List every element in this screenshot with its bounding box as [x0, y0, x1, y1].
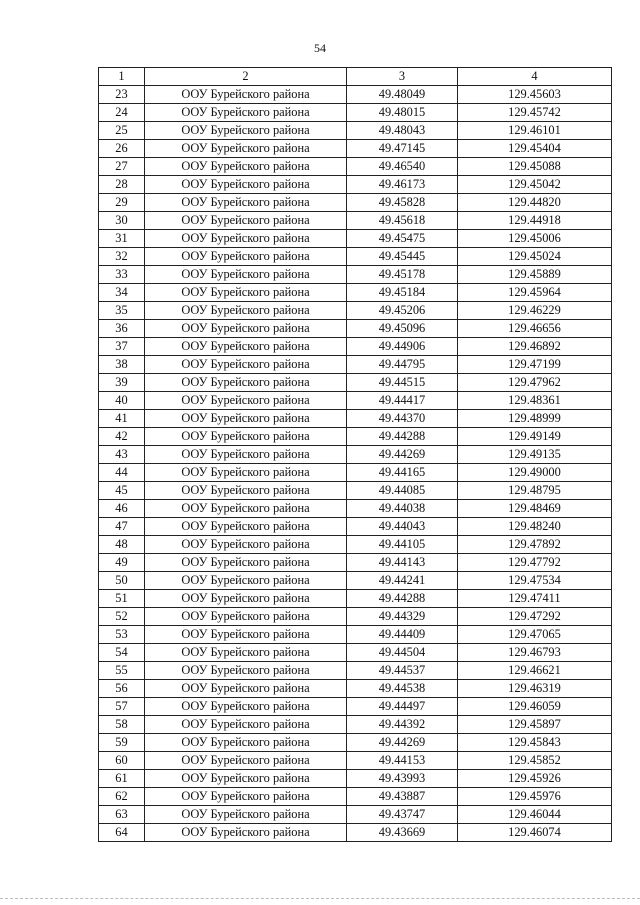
cell-longitude: 129.48999	[458, 410, 612, 428]
cell-owner: ООУ Бурейского района	[145, 374, 347, 392]
cell-number: 55	[99, 662, 145, 680]
cell-longitude: 129.49000	[458, 464, 612, 482]
cell-latitude: 49.43887	[347, 788, 458, 806]
cell-latitude: 49.46540	[347, 158, 458, 176]
cell-owner: ООУ Бурейского района	[145, 518, 347, 536]
table-row	[99, 410, 612, 428]
cell-longitude: 129.45976	[458, 788, 612, 806]
cell-longitude: 129.45843	[458, 734, 612, 752]
table-row	[99, 770, 612, 788]
cell-longitude: 129.47411	[458, 590, 612, 608]
table-row	[99, 698, 612, 716]
cell-longitude: 129.47065	[458, 626, 612, 644]
cell-owner: ООУ Бурейского района	[145, 356, 347, 374]
cell-longitude: 129.45742	[458, 104, 612, 122]
cell-number: 45	[99, 482, 145, 500]
cell-owner: ООУ Бурейского района	[145, 698, 347, 716]
cell-latitude: 49.44288	[347, 590, 458, 608]
cell-owner: ООУ Бурейского района	[145, 140, 347, 158]
table-row	[99, 590, 612, 608]
cell-owner: ООУ Бурейского района	[145, 212, 347, 230]
cell-longitude: 129.44918	[458, 212, 612, 230]
table-row	[99, 536, 612, 554]
cell-longitude: 129.49135	[458, 446, 612, 464]
cell-number: 51	[99, 590, 145, 608]
cell-latitude: 49.45178	[347, 266, 458, 284]
cell-longitude: 129.48240	[458, 518, 612, 536]
table-row	[99, 86, 612, 104]
cell-number: 26	[99, 140, 145, 158]
cell-latitude: 49.44269	[347, 446, 458, 464]
cell-number: 38	[99, 356, 145, 374]
cell-latitude: 49.48043	[347, 122, 458, 140]
cell-number: 35	[99, 302, 145, 320]
cell-latitude: 49.44497	[347, 698, 458, 716]
cell-latitude: 49.44370	[347, 410, 458, 428]
cell-latitude: 49.44795	[347, 356, 458, 374]
cell-owner: ООУ Бурейского района	[145, 320, 347, 338]
cell-longitude: 129.47792	[458, 554, 612, 572]
cell-longitude: 129.46319	[458, 680, 612, 698]
cell-longitude: 129.45964	[458, 284, 612, 302]
cell-latitude: 49.44392	[347, 716, 458, 734]
cell-latitude: 49.45445	[347, 248, 458, 266]
cell-owner: ООУ Бурейского района	[145, 176, 347, 194]
cell-number: 60	[99, 752, 145, 770]
cell-number: 57	[99, 698, 145, 716]
cell-longitude: 129.45926	[458, 770, 612, 788]
cell-longitude: 129.47292	[458, 608, 612, 626]
cell-owner: ООУ Бурейского района	[145, 770, 347, 788]
cell-number: 64	[99, 824, 145, 842]
cell-longitude: 129.44820	[458, 194, 612, 212]
cell-number: 29	[99, 194, 145, 212]
cell-number: 48	[99, 536, 145, 554]
cell-number: 23	[99, 86, 145, 104]
cell-number: 32	[99, 248, 145, 266]
cell-longitude: 129.45024	[458, 248, 612, 266]
cell-number: 28	[99, 176, 145, 194]
cell-number: 56	[99, 680, 145, 698]
table-row	[99, 140, 612, 158]
cell-number: 24	[99, 104, 145, 122]
cell-owner: ООУ Бурейского района	[145, 482, 347, 500]
cell-owner: ООУ Бурейского района	[145, 446, 347, 464]
cell-owner: ООУ Бурейского района	[145, 716, 347, 734]
cell-number: 54	[99, 644, 145, 662]
cell-owner: ООУ Бурейского района	[145, 194, 347, 212]
cell-owner: ООУ Бурейского района	[145, 392, 347, 410]
cell-latitude: 49.44085	[347, 482, 458, 500]
cell-latitude: 49.44038	[347, 500, 458, 518]
table-row	[99, 788, 612, 806]
table-row	[99, 464, 612, 482]
table-row	[99, 752, 612, 770]
cell-latitude: 49.44906	[347, 338, 458, 356]
table-row	[99, 446, 612, 464]
cell-longitude: 129.46074	[458, 824, 612, 842]
cell-owner: ООУ Бурейского района	[145, 608, 347, 626]
table-row	[99, 176, 612, 194]
cell-number: 30	[99, 212, 145, 230]
cell-latitude: 49.47145	[347, 140, 458, 158]
cell-owner: ООУ Бурейского района	[145, 788, 347, 806]
cell-owner: ООУ Бурейского района	[145, 644, 347, 662]
cell-latitude: 49.44504	[347, 644, 458, 662]
cell-number: 36	[99, 320, 145, 338]
cell-longitude: 129.45603	[458, 86, 612, 104]
cell-owner: ООУ Бурейского района	[145, 410, 347, 428]
table-row	[99, 356, 612, 374]
cell-longitude: 129.46059	[458, 698, 612, 716]
header-cell-longitude: 4	[458, 68, 612, 86]
cell-longitude: 129.46229	[458, 302, 612, 320]
cell-owner: ООУ Бурейского района	[145, 302, 347, 320]
cell-latitude: 49.45096	[347, 320, 458, 338]
table-row	[99, 572, 612, 590]
table-row	[99, 194, 612, 212]
cell-longitude: 129.46793	[458, 644, 612, 662]
cell-latitude: 49.43747	[347, 806, 458, 824]
table-row	[99, 158, 612, 176]
table-row	[99, 500, 612, 518]
cell-number: 34	[99, 284, 145, 302]
header-cell-number: 1	[99, 68, 145, 86]
cell-number: 49	[99, 554, 145, 572]
cell-number: 52	[99, 608, 145, 626]
cell-longitude: 129.46044	[458, 806, 612, 824]
table-body	[99, 86, 612, 842]
cell-latitude: 49.45618	[347, 212, 458, 230]
cell-number: 37	[99, 338, 145, 356]
cell-latitude: 49.44043	[347, 518, 458, 536]
cell-owner: ООУ Бурейского района	[145, 464, 347, 482]
cell-number: 43	[99, 446, 145, 464]
cell-number: 53	[99, 626, 145, 644]
table-row	[99, 392, 612, 410]
cell-longitude: 129.47534	[458, 572, 612, 590]
cell-number: 27	[99, 158, 145, 176]
cell-latitude: 49.44269	[347, 734, 458, 752]
table-row	[99, 266, 612, 284]
cell-number: 42	[99, 428, 145, 446]
cell-owner: ООУ Бурейского района	[145, 158, 347, 176]
cell-number: 41	[99, 410, 145, 428]
cell-owner: ООУ Бурейского района	[145, 284, 347, 302]
table-row	[99, 644, 612, 662]
table-row	[99, 554, 612, 572]
cell-owner: ООУ Бурейского района	[145, 86, 347, 104]
table-row	[99, 608, 612, 626]
table-row	[99, 518, 612, 536]
table-row	[99, 230, 612, 248]
cell-number: 59	[99, 734, 145, 752]
cell-owner: ООУ Бурейского района	[145, 230, 347, 248]
cell-number: 46	[99, 500, 145, 518]
header-cell-latitude: 3	[347, 68, 458, 86]
header-cell-owner: 2	[145, 68, 347, 86]
table-row	[99, 338, 612, 356]
cell-latitude: 49.48015	[347, 104, 458, 122]
cell-longitude: 129.45006	[458, 230, 612, 248]
cell-owner: ООУ Бурейского района	[145, 554, 347, 572]
table-row	[99, 320, 612, 338]
table-row	[99, 734, 612, 752]
cell-latitude: 49.44143	[347, 554, 458, 572]
cell-owner: ООУ Бурейского района	[145, 572, 347, 590]
cell-owner: ООУ Бурейского района	[145, 500, 347, 518]
cell-owner: ООУ Бурейского района	[145, 428, 347, 446]
cell-number: 63	[99, 806, 145, 824]
cell-latitude: 49.43669	[347, 824, 458, 842]
cell-latitude: 49.45184	[347, 284, 458, 302]
cell-longitude: 129.46101	[458, 122, 612, 140]
table-header	[99, 68, 612, 86]
cell-latitude: 49.44538	[347, 680, 458, 698]
cell-longitude: 129.45404	[458, 140, 612, 158]
table-row	[99, 284, 612, 302]
cell-latitude: 49.44409	[347, 626, 458, 644]
cell-owner: ООУ Бурейского района	[145, 806, 347, 824]
cell-latitude: 49.44329	[347, 608, 458, 626]
cell-latitude: 49.48049	[347, 86, 458, 104]
cell-number: 47	[99, 518, 145, 536]
cell-owner: ООУ Бурейского района	[145, 104, 347, 122]
cell-longitude: 129.45897	[458, 716, 612, 734]
cell-latitude: 49.44417	[347, 392, 458, 410]
cell-owner: ООУ Бурейского района	[145, 752, 347, 770]
cell-number: 39	[99, 374, 145, 392]
cell-longitude: 129.47199	[458, 356, 612, 374]
cell-owner: ООУ Бурейского района	[145, 338, 347, 356]
cell-number: 62	[99, 788, 145, 806]
cell-longitude: 129.48795	[458, 482, 612, 500]
scan-edge-line	[0, 898, 640, 899]
cell-latitude: 49.46173	[347, 176, 458, 194]
cell-longitude: 129.46621	[458, 662, 612, 680]
cell-latitude: 49.45206	[347, 302, 458, 320]
cell-latitude: 49.44241	[347, 572, 458, 590]
cell-owner: ООУ Бурейского района	[145, 590, 347, 608]
table-row	[99, 482, 612, 500]
cell-owner: ООУ Бурейского района	[145, 536, 347, 554]
table-row	[99, 662, 612, 680]
cell-number: 44	[99, 464, 145, 482]
cell-longitude: 129.46892	[458, 338, 612, 356]
cell-latitude: 49.44165	[347, 464, 458, 482]
cell-number: 33	[99, 266, 145, 284]
cell-latitude: 49.44515	[347, 374, 458, 392]
page-number: 54	[314, 41, 326, 55]
cell-longitude: 129.45852	[458, 752, 612, 770]
cell-longitude: 129.46656	[458, 320, 612, 338]
cell-number: 40	[99, 392, 145, 410]
cell-latitude: 49.45828	[347, 194, 458, 212]
cell-latitude: 49.44537	[347, 662, 458, 680]
header-row	[99, 68, 612, 86]
table-row	[99, 716, 612, 734]
table-row	[99, 212, 612, 230]
cell-longitude: 129.48361	[458, 392, 612, 410]
cell-owner: ООУ Бурейского района	[145, 680, 347, 698]
cell-longitude: 129.48469	[458, 500, 612, 518]
coordinates-table	[98, 67, 612, 842]
table-row	[99, 806, 612, 824]
cell-longitude: 129.47962	[458, 374, 612, 392]
cell-longitude: 129.47892	[458, 536, 612, 554]
table-row	[99, 680, 612, 698]
cell-number: 31	[99, 230, 145, 248]
table-row	[99, 248, 612, 266]
table-row	[99, 122, 612, 140]
table-row	[99, 374, 612, 392]
cell-longitude: 129.45889	[458, 266, 612, 284]
table-row	[99, 824, 612, 842]
cell-latitude: 49.43993	[347, 770, 458, 788]
table-row	[99, 428, 612, 446]
cell-latitude: 49.44288	[347, 428, 458, 446]
cell-number: 50	[99, 572, 145, 590]
table-row	[99, 302, 612, 320]
cell-longitude: 129.45042	[458, 176, 612, 194]
cell-longitude: 129.45088	[458, 158, 612, 176]
table-row	[99, 104, 612, 122]
cell-number: 61	[99, 770, 145, 788]
cell-latitude: 49.45475	[347, 230, 458, 248]
cell-latitude: 49.44153	[347, 752, 458, 770]
cell-owner: ООУ Бурейского района	[145, 662, 347, 680]
cell-owner: ООУ Бурейского района	[145, 824, 347, 842]
cell-owner: ООУ Бурейского района	[145, 266, 347, 284]
cell-owner: ООУ Бурейского района	[145, 734, 347, 752]
cell-number: 25	[99, 122, 145, 140]
cell-owner: ООУ Бурейского района	[145, 122, 347, 140]
cell-owner: ООУ Бурейского района	[145, 248, 347, 266]
cell-owner: ООУ Бурейского района	[145, 626, 347, 644]
cell-longitude: 129.49149	[458, 428, 612, 446]
cell-number: 58	[99, 716, 145, 734]
cell-latitude: 49.44105	[347, 536, 458, 554]
table-row	[99, 626, 612, 644]
